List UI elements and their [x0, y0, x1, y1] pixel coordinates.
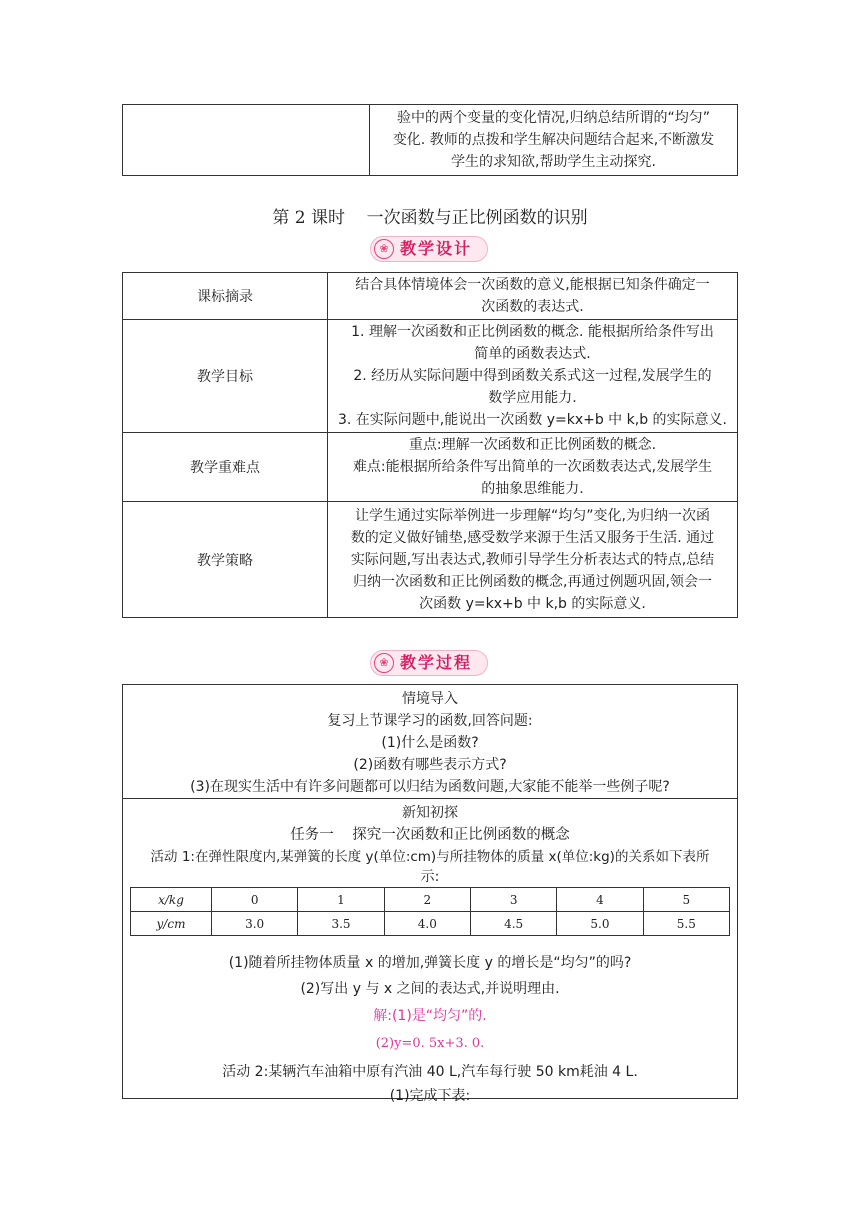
- row-line: 的抽象思维能力.: [481, 481, 584, 497]
- x-value: 1: [298, 888, 384, 912]
- row-line: 3. 在实际问题中,能说出一次函数 y=kx+b 中 k,b 的实际意义.: [338, 412, 727, 428]
- process-banner: [370, 650, 488, 676]
- x-value: 5: [643, 888, 729, 912]
- row-line: 归纳一次函数和正比例函数的概念,再通过例题巩固,领会一: [353, 573, 712, 590]
- table-row: [131, 888, 730, 912]
- book-icon: ❀: [374, 653, 394, 673]
- table-row: [123, 433, 738, 502]
- process-box: [122, 684, 738, 1104]
- intro-line: (1)什么是函数?: [381, 735, 479, 751]
- continuation-right-cell: [370, 105, 738, 176]
- row-content: [328, 320, 738, 433]
- y-value: 5.0: [557, 912, 643, 936]
- intro-heading: 情境导入: [402, 691, 458, 707]
- x-header: x/kg: [131, 888, 212, 912]
- question-1: (1)随着所挂物体质量 x 的增加,弹簧长度 y 的增长是“均匀”的吗?: [228, 955, 632, 971]
- y-value: 4.0: [384, 912, 470, 936]
- row-line: 结合具体情境体会一次函数的意义,能根据已知条件确定一: [355, 277, 710, 293]
- row-line: 次函数 y=kx+b 中 k,b 的实际意义.: [419, 595, 646, 612]
- row-label: 教学目标: [123, 320, 328, 433]
- x-value: 4: [557, 888, 643, 912]
- row-line: 简单的函数表达式.: [474, 346, 591, 362]
- row-line: 难点:能根据所给条件写出简单的一次函数表达式,发展学生: [352, 459, 713, 475]
- y-value: 3.5: [298, 912, 384, 936]
- banner-text: 教学设计: [400, 239, 473, 258]
- intro-line: (3)在现实生活中有许多问题都可以归结为函数问题,大家能不能举一些例子呢?: [190, 779, 670, 795]
- intro-section: [123, 685, 737, 799]
- intro-line: (2)函数有哪些表示方式?: [353, 757, 507, 773]
- intro-line: 复习上节课学习的函数,回答问题:: [327, 713, 533, 729]
- design-table: [122, 272, 738, 618]
- row-line: 数的定义做好铺垫,感受数学来源于生活又服务于生活. 通过: [350, 529, 715, 546]
- y-value: 3.0: [212, 912, 298, 936]
- spring-table: [130, 887, 730, 936]
- question-2: (2)写出 y 与 x 之间的表达式,并说明理由.: [300, 981, 560, 997]
- row-label: 教学重难点: [123, 433, 328, 502]
- continuation-left-cell: [123, 105, 370, 176]
- banner-text: 教学过程: [400, 653, 473, 672]
- design-banner: [370, 236, 488, 262]
- x-value: 2: [384, 888, 470, 912]
- lesson-title: 第 2 课时 一次函数与正比例函数的识别: [272, 208, 588, 228]
- row-content: [328, 273, 738, 320]
- table-row: [123, 320, 738, 433]
- continuation-line: 变化. 教师的点拨和学生解决问题结合起来,不断激发: [392, 132, 715, 148]
- row-content: [328, 502, 738, 618]
- answer-2: (2)y=0. 5x+3. 0.: [375, 1036, 485, 1051]
- row-label: 教学策略: [123, 502, 328, 618]
- table-row: [131, 912, 730, 936]
- task-title: 任务一 探究一次函数和正比例函数的概念: [290, 827, 570, 843]
- row-line: 数学应用能力.: [488, 390, 577, 406]
- row-line: 重点:理解一次函数和正比例函数的概念.: [408, 437, 657, 453]
- row-line: 实际问题,写出表达式,教师引导学生分析表达式的特点,总结: [350, 551, 715, 568]
- continuation-line: 学生的求知欲,帮助学生主动探究.: [451, 154, 656, 170]
- table-row: [123, 273, 738, 320]
- y-value: 5.5: [643, 912, 729, 936]
- row-line: 2. 经历从实际问题中得到函数关系式这一过程,发展学生的: [353, 368, 712, 384]
- explore-section: [123, 799, 737, 1106]
- table-row: [123, 502, 738, 618]
- activity2-text: 活动 2:某辆汽车油箱中原有汽油 40 L,汽车每行驶 50 km耗油 4 L.: [222, 1064, 638, 1080]
- continuation-table: [122, 104, 738, 176]
- row-line: 1. 理解一次函数和正比例函数的概念. 能根据所给条件写出: [351, 324, 714, 340]
- question-3: (1)完成下表:: [389, 1088, 471, 1104]
- y-header: y/cm: [131, 912, 212, 936]
- explore-heading: 新知初探: [402, 805, 458, 821]
- activity1-text: 活动 1:在弹性限度内,某弹簧的长度 y(单位:cm)与所挂物体的质量 x(单位:kg)的关系如下表所: [150, 849, 710, 865]
- x-value: 0: [212, 888, 298, 912]
- row-line: 让学生通过实际举例进一步理解“均匀”变化,为归纳一次函: [355, 507, 710, 524]
- book-icon: ❀: [374, 239, 394, 259]
- row-label: 课标摘录: [123, 273, 328, 320]
- continuation-line: 验中的两个变量的变化情况,归纳总结所谓的“均匀”: [397, 110, 710, 126]
- answer-1: 解:(1)是“均匀”的.: [373, 1008, 487, 1024]
- activity1-text-end: 示:: [420, 869, 440, 885]
- row-line: 次函数的表达式.: [481, 299, 584, 315]
- y-value: 4.5: [470, 912, 556, 936]
- row-content: [328, 433, 738, 502]
- x-value: 3: [470, 888, 556, 912]
